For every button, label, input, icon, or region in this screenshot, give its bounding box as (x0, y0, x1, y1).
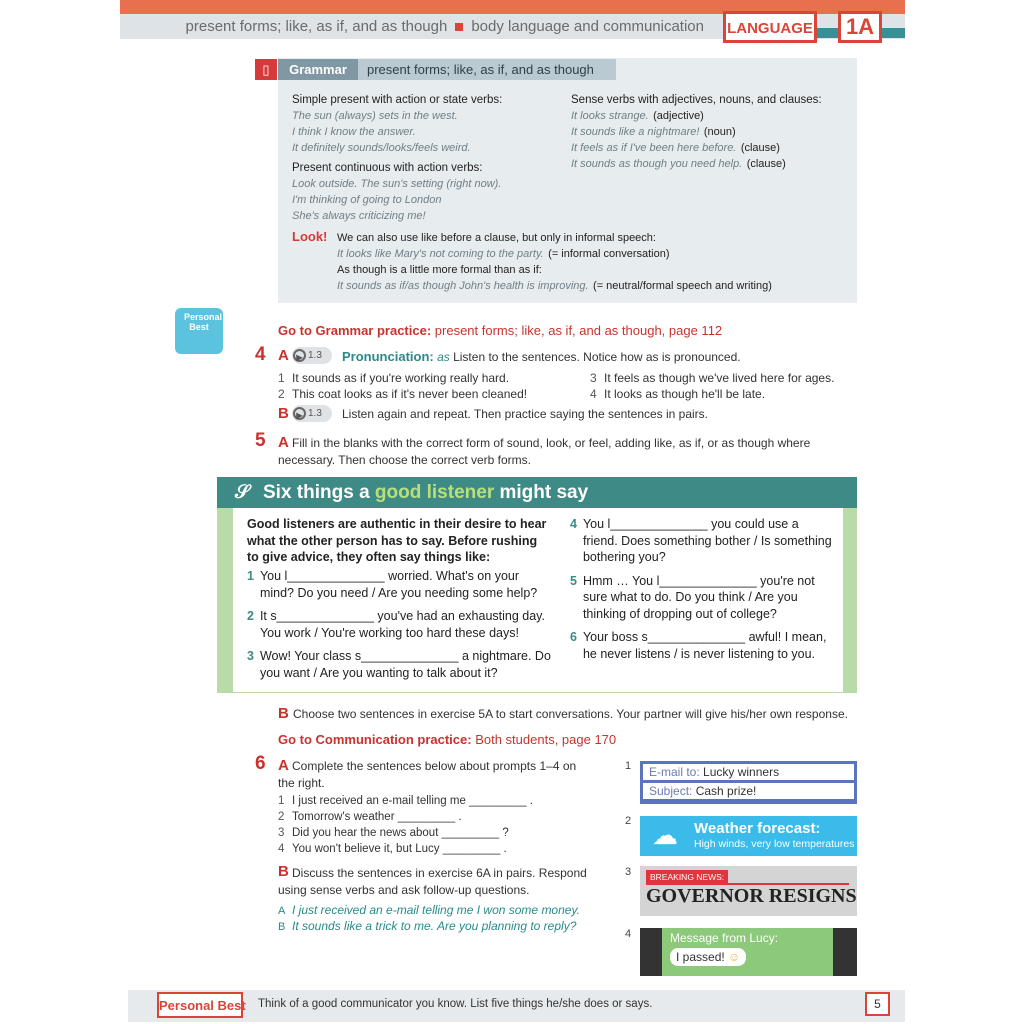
listener-item (247, 608, 552, 641)
note-text: (noun) (703, 126, 736, 138)
news-headline: GOVERNOR RESIGNS (646, 885, 857, 907)
grammar-example (337, 277, 772, 293)
item-number: 2 (247, 609, 254, 623)
message-bubble (670, 948, 746, 966)
grammar-tab: Grammar (278, 59, 358, 80)
weather-title: Weather forecast: (694, 820, 821, 837)
item-text: You l______________ worried. What's on your mind? Do you need / Are you needing some help? (259, 569, 538, 600)
note-text: (clause) (746, 158, 786, 170)
note-text: (= neutral/formal speech and writing) (593, 280, 772, 292)
example-text: It sounds as though you need help. (571, 158, 743, 170)
dialogue-line (278, 917, 580, 933)
message-text: I passed! (676, 950, 725, 964)
email-to-label: E-mail to: (649, 765, 700, 779)
phone-screen (662, 928, 833, 976)
personal-best-task: Think of a good communicator you know. List five things he/she does or says. (258, 998, 653, 1010)
prompt-number: 2 (625, 815, 632, 827)
listener-item (247, 648, 552, 681)
email-to-value: Lucky winners (703, 765, 780, 779)
audio-track: 1.3 (308, 408, 322, 420)
subject-row (643, 783, 854, 799)
grammar-example (337, 229, 772, 245)
unit-label: 1A (838, 11, 882, 43)
example-text: It feels as if I've been here before. (571, 142, 737, 154)
item-number: 3 (278, 827, 285, 839)
grammar-example (292, 207, 502, 223)
listener-item (570, 516, 835, 566)
item-text: Wow! Your class s______________ a nightmare. Do you want / Are you wanting to talk about it? (259, 649, 551, 680)
subject-value: Cash prize! (695, 784, 757, 798)
grammar-right-column (571, 91, 822, 171)
weather-prompt (640, 816, 857, 856)
ex6b-instruction: Discuss the sentences in exercise 6A in pairs. Respond using sense verbs and ask follow-up questions. (278, 866, 587, 897)
note-text: (clause) (740, 142, 780, 154)
breaking-news-tag: BREAKING NEWS: (646, 870, 728, 884)
dialogue-text: It sounds like a trick to me. Are you planning to reply? (292, 919, 577, 933)
personal-best-label: Personal Best (157, 992, 243, 1018)
section-label: LANGUAGE (723, 11, 817, 43)
speaker: B (278, 921, 286, 933)
note-text: (adjective) (653, 110, 704, 122)
item-text: I just received an e-mail telling me _________ . (292, 795, 534, 807)
grammar-example (337, 261, 772, 277)
list-item (278, 827, 533, 843)
item-text: This coat looks as if it's never been cleaned! (292, 387, 528, 401)
note-text: As though is a little more formal than as if: (337, 264, 542, 276)
prompt-number: 1 (625, 760, 632, 772)
example-text: Look outside. The sun's setting (right now). (292, 178, 502, 190)
ex4b-instruction: Listen again and repeat. Then practice saying the sentences in pairs. (342, 407, 709, 421)
example-dialogue (278, 901, 580, 933)
item-number: 1 (278, 795, 285, 807)
speaker: A (278, 905, 286, 917)
grammar-example (292, 107, 502, 123)
teal-bar (813, 28, 840, 38)
pronunciation-word: as (437, 350, 450, 364)
part-label: B (278, 863, 289, 880)
page-number: 5 (865, 992, 890, 1016)
comm-practice-text: Both students, page 170 (475, 732, 617, 747)
grammar-title: present forms; like, as if, and as though (358, 59, 616, 80)
topic-vocab: body language and communication (471, 18, 704, 35)
item-text: It looks as though he'll be late. (604, 387, 766, 401)
listener-items-left (247, 568, 552, 688)
listener-items-right (570, 516, 835, 669)
ex5-instruction: Fill in the blanks with the correct form of sound, look, or feel, adding like, as if, or as though where necessary. Then choose the correct verb forms. (278, 436, 811, 467)
listener-item (247, 568, 552, 601)
teal-bar (880, 28, 905, 38)
ex6-instruction: Complete the sentences below about prompts 1–4 on the right. (278, 759, 577, 790)
listener-item (570, 573, 835, 623)
email-prompt (640, 761, 857, 804)
exercise-number: 5 (255, 430, 266, 451)
wind-cloud-icon: ☁ (652, 820, 678, 850)
dialogue-text: I just received an e-mail telling me I won some money. (292, 903, 580, 917)
audio-track: 1.3 (308, 350, 322, 362)
note-text: (= informal conversation) (548, 248, 670, 260)
list-item (590, 371, 834, 387)
audio-button[interactable] (292, 347, 332, 365)
item-number: 2 (278, 811, 285, 823)
part-label: B (278, 405, 289, 422)
look-label: Look! (292, 229, 328, 244)
list-item (590, 387, 834, 403)
grammar-heading (292, 159, 502, 175)
grammar-example (292, 139, 502, 155)
play-icon: ▶ (293, 349, 306, 362)
item-text: Did you hear the news about _________ ? (292, 827, 509, 839)
item-number: 3 (247, 649, 254, 663)
example-text: I'm thinking of going to London (292, 194, 442, 206)
grammar-heading (292, 91, 502, 107)
listener-title (217, 477, 857, 508)
item-text: It sounds as if you're working really hard. (292, 371, 510, 385)
news-prompt (640, 866, 857, 916)
item-text: It feels as though we've lived here for ages. (604, 371, 835, 385)
part-label: A (278, 757, 289, 774)
page-topic (186, 18, 704, 35)
heading-text: Present continuous with action verbs: (292, 162, 483, 174)
item-text: Tomorrow's weather _________ . (292, 811, 462, 823)
exercise-number: 6 (255, 753, 266, 774)
list-item (278, 795, 533, 811)
ear-icon: 𝒮 (235, 482, 250, 503)
separator-square (455, 23, 463, 31)
item-number: 4 (570, 517, 577, 531)
heading-text: Simple present with action or state verbs: (292, 94, 503, 106)
list-item (278, 387, 527, 403)
message-prompt (640, 928, 857, 976)
list-item (278, 811, 533, 827)
item-number: 1 (278, 371, 285, 385)
weather-text: High winds, very low temperatures (694, 838, 855, 850)
example-text: It definitely sounds/looks/feels weird. (292, 142, 471, 154)
grammar-example (571, 139, 822, 155)
instruction-text: Listen to the sentences. Notice how as is pronounced. (453, 350, 741, 364)
prompt-number: 3 (625, 866, 632, 878)
part-label: A (278, 347, 289, 364)
item-text: Hmm … You l______________ you're not sure what to do. Do you think / Are you thinking of dropping out of college? (582, 573, 815, 621)
item-text: It s______________ you've had an exhausting day. You work / You're working too hard these days! (259, 609, 545, 640)
grammar-example (292, 123, 502, 139)
grammar-example (571, 123, 822, 139)
grammar-practice-link[interactable] (278, 323, 722, 338)
grammar-practice-text: present forms; like, as if, and as though, page 112 (434, 323, 723, 338)
personal-best-icon (175, 308, 223, 354)
grammar-left-column (292, 91, 502, 223)
example-text: She's always criticizing me! (292, 210, 426, 222)
item-number: 4 (590, 387, 597, 401)
comm-practice-label: Go to Communication practice: (278, 732, 472, 747)
listener-item (570, 629, 835, 662)
subject-label: Subject: (649, 784, 693, 798)
example-text: It sounds as if/as though John's health is improving. (337, 280, 589, 292)
title-highlight: good listener (374, 482, 495, 503)
list-item (278, 843, 533, 859)
look-notes (337, 229, 772, 293)
dialogue-line (278, 901, 580, 917)
ex4-instruction (342, 349, 741, 364)
grammar-example (292, 191, 502, 207)
example-text: It sounds like a nightmare! (571, 126, 700, 138)
personal-best-icon-text: Personal Best (184, 312, 223, 332)
exercise-number: 4 (255, 344, 266, 365)
example-text: The sun (always) sets in the west. (292, 110, 458, 122)
item-number: 6 (570, 630, 577, 644)
smiley-icon: ☺ (728, 950, 741, 964)
item-text: Your boss s______________ awful! I mean, he never listens / is never listening to you. (582, 630, 827, 661)
ex5b-instruction: Choose two sentences in exercise 5A to start conversations. Your partner will give his/her own response. (293, 707, 848, 721)
heading-text: Sense verbs with adjectives, nouns, and clauses: (571, 94, 822, 106)
item-text: You won't believe it, but Lucy _________ . (292, 843, 507, 855)
prompt-number: 4 (625, 928, 632, 940)
ex6-items (278, 795, 533, 859)
item-text: You l______________ you could use a friend. Does something bother / Is something bothering you? (582, 517, 832, 564)
part-label: B (278, 705, 289, 722)
example-text: It looks like Mary's not coming to the party. (337, 248, 544, 260)
play-icon: ▶ (293, 407, 306, 420)
message-from: Message from Lucy: (670, 931, 779, 945)
grammar-example (571, 107, 822, 123)
item-number: 3 (590, 371, 597, 385)
ex4-items-right (590, 371, 834, 403)
title-part: Six things a (263, 482, 370, 503)
topic-grammar: present forms; like, as if, and as though (185, 18, 448, 35)
example-text: It looks strange. (571, 110, 649, 122)
grammar-practice-label: Go to Grammar practice: (278, 323, 432, 338)
title-part: might say (499, 482, 589, 503)
item-number: 5 (570, 573, 577, 588)
audio-button[interactable] (292, 405, 332, 423)
item-number: 4 (278, 843, 285, 855)
example-text: I think I know the answer. (292, 126, 416, 138)
item-number: 1 (247, 569, 254, 583)
part-label: A (278, 434, 289, 451)
note-text: We can also use like before a clause, but only in informal speech: (337, 232, 656, 244)
listener-intro: Good listeners are authentic in their desire to hear what the other person has to say. Before rushing to give advice, they often say things like: (247, 517, 547, 564)
book-icon: ▯ (255, 59, 277, 80)
grammar-heading (571, 91, 822, 107)
list-item (278, 371, 527, 387)
item-number: 2 (278, 387, 285, 401)
comm-practice-link[interactable] (278, 732, 616, 747)
grammar-example (337, 245, 772, 261)
email-to-row (643, 764, 854, 780)
ex4-items-left (278, 371, 527, 403)
grammar-example (292, 175, 502, 191)
pronunciation-label: Pronunciation: (342, 349, 434, 364)
grammar-example (571, 155, 822, 171)
